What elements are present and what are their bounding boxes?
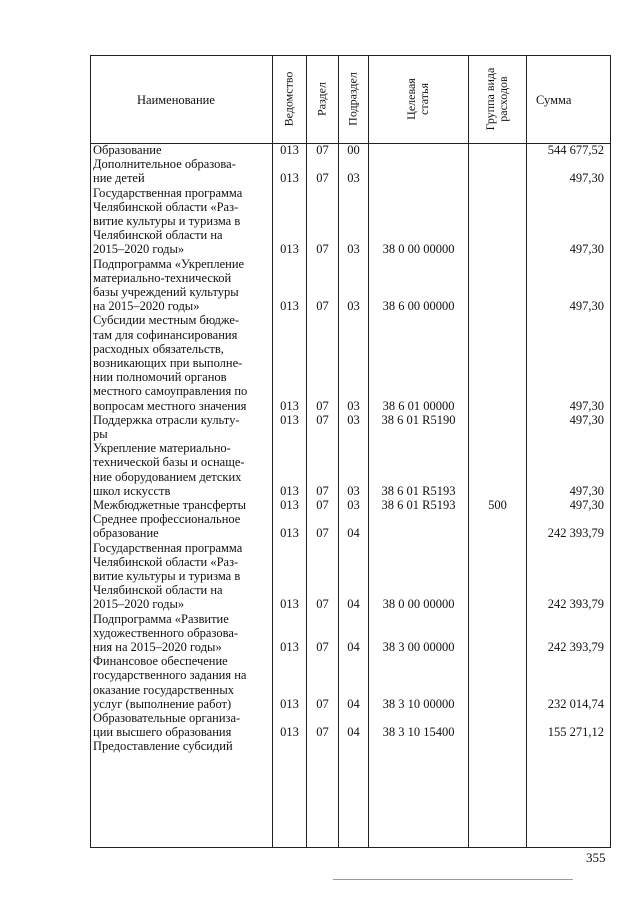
row-group: 500	[488, 498, 507, 512]
row-name	[93, 541, 269, 612]
row-name-line: ние оборудованием детских	[93, 469, 242, 484]
footer-rule	[333, 879, 573, 880]
row-name-line: оказание государственных	[93, 682, 235, 697]
row-sub: 00	[347, 143, 360, 157]
row-name-line: Челябинской области «Раз-	[93, 199, 239, 214]
row-name-line: художественного образова-	[93, 625, 239, 640]
row-name	[93, 441, 269, 498]
row-sec: 07	[316, 299, 329, 314]
header-expense-line1: Группа вида	[483, 67, 497, 131]
row-name	[93, 739, 269, 753]
row-name-line: ции высшего образования	[93, 725, 232, 740]
row-sum: 497,30	[569, 299, 604, 314]
row-sum: 242 393,79	[547, 640, 604, 654]
row-sum: 497,30	[569, 483, 604, 498]
row-sub: 03	[347, 483, 360, 498]
row-name-line: Челябинской области на	[93, 228, 223, 243]
row-dept: 013	[280, 725, 299, 740]
header-subsection: Подраздел	[345, 72, 360, 126]
row-target: 38 0 00 00000	[382, 597, 455, 612]
row-sec: 07	[316, 242, 329, 257]
row-name	[93, 257, 269, 314]
row-sum: 497,30	[569, 242, 604, 257]
row-name-line: ры	[93, 427, 108, 441]
header-sum: Сумма	[536, 93, 572, 107]
header-name: Наименование	[137, 93, 215, 107]
row-sub: 03	[347, 498, 360, 512]
row-name-line: нии полномочий органов	[93, 370, 227, 385]
row-dept: 013	[280, 597, 299, 612]
row-name-line: материально-технической	[93, 270, 232, 285]
row-sec: 07	[316, 143, 329, 157]
row-sec: 07	[316, 696, 329, 711]
row-name-line: возникающих при выполне-	[93, 356, 243, 370]
row-dept: 013	[280, 242, 299, 257]
header-target-line1: Целевая	[404, 78, 418, 120]
row-name-line: вопросам местного значения	[93, 398, 247, 413]
row-name-line: 2015–2020 годы»	[93, 242, 185, 257]
header-expense-group	[484, 68, 510, 131]
header-target	[405, 78, 431, 120]
row-name-line: Государственная программа	[93, 540, 243, 555]
row-sum: 242 393,79	[547, 526, 604, 541]
row-name-line: 2015–2020 годы»	[93, 597, 185, 612]
row-name-line: на 2015–2020 годы»	[93, 299, 200, 314]
row-target: 38 6 01 R5193	[381, 483, 456, 498]
row-sub: 04	[347, 696, 360, 711]
row-sec: 07	[316, 171, 329, 186]
row-name-line: базы учреждений культуры	[93, 285, 239, 299]
header-expense-line2: расходов	[496, 76, 510, 122]
row-name-line: местного самоуправления по	[93, 384, 248, 399]
row-sec: 07	[316, 398, 329, 413]
row-sec: 07	[316, 498, 329, 512]
row-sub: 03	[347, 412, 360, 427]
row-sum: 232 014,74	[547, 696, 604, 711]
row-name-line: школ искусств	[93, 483, 171, 498]
row-name	[93, 612, 269, 655]
row-dept: 013	[280, 498, 299, 512]
header-target-line2: статья	[417, 83, 431, 115]
row-target: 38 3 10 15400	[382, 725, 455, 740]
row-name-line: Государственная программа	[93, 185, 243, 200]
row-name-line: Предоставление субсидий	[93, 739, 233, 754]
row-sub: 04	[347, 640, 360, 654]
row-name	[93, 157, 269, 185]
row-dept: 013	[280, 171, 299, 186]
row-sum: 497,30	[569, 171, 604, 186]
row-sum: 497,30	[569, 412, 604, 427]
row-sum: 155 271,12	[547, 725, 604, 740]
row-name	[93, 498, 269, 512]
row-dept: 013	[280, 299, 299, 314]
row-name	[93, 512, 269, 540]
row-name-line: ния на 2015–2020 годы»	[93, 640, 222, 654]
row-target: 38 3 10 00000	[382, 696, 455, 711]
row-name	[93, 143, 269, 157]
row-sec: 07	[316, 597, 329, 612]
row-dept: 013	[280, 398, 299, 413]
row-name-line: Дополнительное образова-	[93, 157, 236, 172]
page-number: 355	[586, 850, 606, 865]
row-name-line: Подпрограмма «Развитие	[93, 611, 229, 626]
row-name-line: витие культуры и туризма в	[93, 214, 241, 228]
row-name	[93, 413, 269, 441]
row-name-line: услуг (выполнение работ)	[93, 696, 232, 711]
row-name-line: образование	[93, 526, 159, 541]
row-dept: 013	[280, 483, 299, 498]
row-sub: 03	[347, 299, 360, 314]
row-sub: 03	[347, 398, 360, 413]
row-dept: 013	[280, 143, 299, 157]
row-name-line: Финансовое обеспечение	[93, 654, 228, 669]
row-name-line: Челябинской области «Раз-	[93, 554, 239, 569]
row-name	[93, 186, 269, 257]
row-sum: 497,30	[569, 398, 604, 413]
row-name-line: расходных обязательств,	[93, 341, 224, 356]
row-sec: 07	[316, 412, 329, 427]
row-dept: 013	[280, 696, 299, 711]
row-sec: 07	[316, 483, 329, 498]
header-section: Раздел	[314, 82, 329, 116]
row-name-line: Поддержка отрасли культу-	[93, 412, 240, 427]
row-sec: 07	[316, 526, 329, 541]
row-target: 38 6 01 00000	[382, 398, 455, 413]
row-name	[93, 313, 269, 412]
row-sub: 03	[347, 242, 360, 257]
row-name-line: Образование	[93, 143, 162, 157]
row-target: 38 0 00 00000	[382, 242, 455, 257]
row-name-line: Подпрограмма «Укрепление	[93, 256, 245, 271]
row-name-line: ние детей	[93, 171, 145, 186]
row-name-line: Укрепление материально-	[93, 441, 231, 456]
row-sub: 04	[347, 526, 360, 541]
row-target: 38 3 00 00000	[382, 640, 455, 654]
row-name-line: витие культуры и туризма в	[93, 569, 241, 583]
row-sum: 497,30	[569, 498, 604, 512]
row-sub: 03	[347, 171, 360, 186]
row-sec: 07	[316, 640, 329, 654]
row-name-line: технической базы и оснаще-	[93, 455, 245, 470]
row-target: 38 6 01 R5193	[381, 498, 456, 512]
row-name-line: Образовательные организа-	[93, 711, 241, 725]
row-name-line: там для софинансирования	[93, 327, 238, 342]
row-name	[93, 711, 269, 739]
row-name-line: Челябинской области на	[93, 583, 223, 598]
row-sub: 04	[347, 597, 360, 612]
row-name-line: Межбюджетные трансферты	[93, 498, 247, 512]
row-dept: 013	[280, 412, 299, 427]
row-name	[93, 654, 269, 711]
row-target: 38 6 00 00000	[382, 299, 455, 314]
row-name-line: государственного задания на	[93, 668, 247, 683]
row-name-line: Субсидии местным бюдже-	[93, 313, 240, 328]
row-dept: 013	[280, 526, 299, 541]
row-name-line: Среднее профессиональное	[93, 512, 241, 527]
row-target: 38 6 01 R5190	[381, 412, 456, 427]
header-department: Ведомство	[281, 71, 296, 127]
row-sum: 242 393,79	[547, 597, 604, 612]
row-sub: 04	[347, 725, 360, 740]
row-sec: 07	[316, 725, 329, 740]
row-sum: 544 677,52	[547, 143, 604, 157]
row-dept: 013	[280, 640, 299, 654]
